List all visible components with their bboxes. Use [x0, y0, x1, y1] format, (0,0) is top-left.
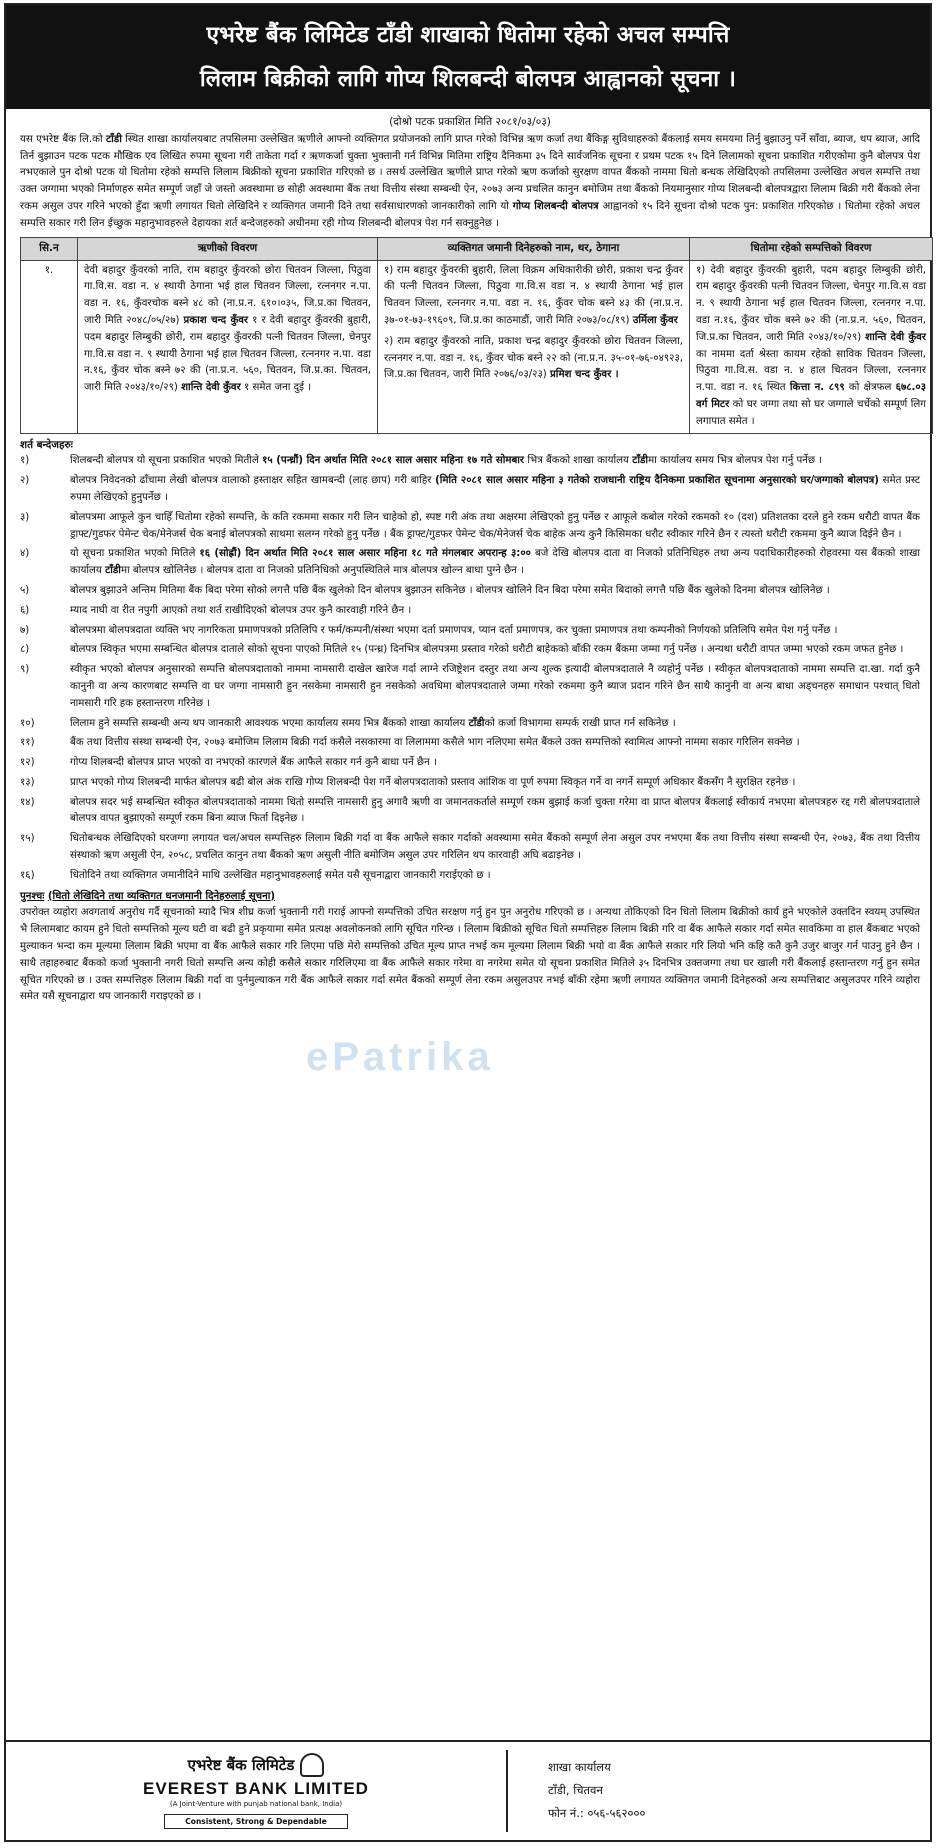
intro-text-1: यस एभरेष्ट बैंक लि.को: [20, 133, 103, 145]
notice-body: [6, 109, 930, 1006]
condition-item: [20, 473, 920, 507]
borrower-name-1: प्रकाश चन्द कुँवर: [183, 314, 249, 326]
condition-text: बोलपत्रमा बोलपत्रदाता व्यक्ति भए नागरिकता प्रमाणपत्रको प्रतिलिपि र फर्म/कम्पनी/संस्था भएमा दर्ता प्रमाणपत्र, प्यान दर्ता प्रमाणपत्र, कर चुक्ता प्रमाणपत्र तथा कम्पनीको निर्णयको प्रतिलिपि समेत पेश गर्नु पर्नेछ ।: [70, 624, 838, 636]
condition-number: १६): [20, 869, 35, 881]
bank-emblem-icon: [300, 1753, 324, 1777]
condition-number: ५): [20, 584, 30, 596]
condition-text: धितोबन्धक लेखिदिएको घरजग्गा लगायत चल/अचल सम्पत्तिहरु लिलाम बिक्री गर्दा वा बैंक आफैले सकार गर्दाको अवस्थामा समेत बैंकको सम्पूर्ण लेना असुल उपर नभएमा बैंक तथा वित्तीय संस्था सम्बन्धी ऐन, २०७३, बैंक तथा वित्तीय संस्थाको ऋण असुली ऐन, २०५८, प्रचलित कानुन तथा बैंकको ऋण असुली नीति बमोजिम असुल उपर गरिलिन थप कारवाही अघि बढाइनेछ ।: [70, 833, 920, 862]
cell-borrower: [78, 260, 378, 433]
borrower-text: देवी बहादुर कुँवरको नाति, राम बहादुर कुँवरको छोरा चितवन जिल्ला, पिठुवा गा.वि.स. वडा न. ४ स्थायी ठेगाना भई हाल चितवन जिल्ला, रत्ननगर न.पा. वडा न. १६, कुँवरचोक बस्ने ४८ को (ना.प्र.न. ६१०।०३५, जि.प्र.का चितवन, जारी मिति २०४८/०५/२७): [84, 264, 371, 326]
conditions-list: [20, 453, 920, 884]
property-owner-name: शान्ति देवी कुँवर: [865, 331, 926, 343]
borrower-text-2: १ र देवी बहादुर कुँवरकी बुहारी, पदम बहादुर लिम्बुकी छोरी, राम बहादुर कुँवरकी पत्नी चितवन जिल्ला, चेनपुर गा.वि.स वडा न. ९ स्थायी ठेगाना भई हाल चितवन जिल्ला, रत्ननगर न.पा. वडा न.१६, कुँवर चोक बस्ने ७२ की (ना.प्र.न. ५६०, चितवन, जि.प्र.का. चितवन, जारी मिति २०४३/१०/२९): [84, 314, 371, 394]
logo-top: [188, 1753, 325, 1777]
notice-footer: [6, 1740, 930, 1840]
postscript-heading: [20, 889, 920, 906]
condition-item: [20, 603, 920, 620]
property-text: १) देवी बहादुर कुँवरकी बुहारी, पदम बहादुर लिम्बुकी छोरी, राम बहादुर कुँवरकी पत्नी चितवन जिल्ला, चेनपुर गा.वि.स वडा न. ९ स्थायी ठेगाना भई हाल चितवन जिल्ला, रत्ननगर न.पा. वडा न.१६, कुँवर चोक बस्ने ७२ की (ना.प्र.न. ५६०, चितवन, जि.प्र.का चितवन, जारी मिति २०४३/१०/२९): [696, 264, 926, 343]
condition-item: [20, 623, 920, 640]
intro-paragraph: [20, 132, 920, 233]
condition-number: १४): [20, 796, 35, 808]
property-text-3: को क्षेत्रफल: [848, 382, 892, 394]
condition-text: शिलबन्दी बोलपत्र यो सूचना प्रकाशित भएको मितीले १५ (पन्ध्रौं) दिन अर्थात मिति २०८१ साल असार महिना १७ गते सोमबार भित्र बैंकको शाखा कार्यालय टाँडीमा कार्यालय समय भित्र बोलपत्र पेश गर्नु पर्नेछ ।: [70, 455, 823, 467]
condition-text: बोलपत्रमा आफूले कुन चाहिँ धितोमा रहेको सम्पत्ति, के कति रकममा सकार गरी लिन चाहेको हो, स्पष्ट गरी अंक तथा अक्षरमा लेखिएको हुनु पर्नेछ र आफूले कबोल गरेको रकमको १० (दश) प्रतिशतका दरले हुने रकम धरौटी वापत बैंक ड्राफ्ट/गुडफर पेमेन्ट चेक/मेनेजर्स चेक बनाई बोलपत्रको साथमा सलग्न गरेको हुनु पर्नेछ । बैंक ड्राफ्ट/गुडफर पेमेन्ट चेक/मेनेजर्स चेक बाहेक अन्य कुनै किसिमका धरौट स्वीकार गरिने छैन र त्यस्तो धरौटी रकममा कुनै ब्याज दिईने छैन ।: [70, 511, 920, 540]
condition-text: म्याद नाघी वा रीत नपुगी आएको तथा शर्त राखीदिएको बोलपत्र उपर कुनै कारवाही गरिने छैन ।: [70, 604, 412, 616]
cell-guarantors: [378, 260, 690, 433]
notice-header: [6, 5, 930, 109]
condition-item: [20, 735, 920, 752]
intro-branch: टाँडी: [106, 133, 122, 145]
condition-number: १०): [20, 717, 35, 729]
property-kitta: कित्ता न. ८९९: [789, 382, 845, 394]
condition-text: गोप्य शिलबन्दी बोलपत्र प्राप्त भएको वा नभएको कारणले बैंक आफैले सकार गर्न कुनै बाधा पर्ने छैन ।: [70, 757, 437, 769]
title-line-1: एभरेष्ट बैंक लिमिटेड टाँडी शाखाको धितोमा रहेको अचल सम्पत्ति: [206, 22, 730, 48]
condition-item: [20, 775, 920, 792]
guarantor-2-text: २) राम बहादुर कुँवरको नाति, प्रकाश चन्द्र बहादुर कुँवरको छोरा चितवन जिल्ला, रत्ननगर न.पा. वडा न. १६, कुँवर चोक बस्ने २२ को (ना.प्र.न. ३५-०१-७६-०४९२३, जि.प्र.का चितवन, जारी मिति २०७६/०३/२३): [384, 335, 683, 381]
guarantor-1-name: उर्मिला कुँवर: [632, 314, 678, 326]
condition-item: [20, 642, 920, 659]
details-table: [20, 237, 933, 434]
condition-text: यो सूचना प्रकाशित भएको मितिले १६ (सोह्रौं) दिन अर्थात मिति २०८१ साल असार महिना १८ गते मंगलबार अपरान्ह ३:०० बजे देखि बोलपत्र दाता वा निजको प्रतिनिधिहरु तथा अन्य पदाधिकारीहरुको रोहवरमा यस बैंकको शाखा कार्यालय टाँडीमा बोलपत्र खोलिनेछ । बोलपत्र दाता वा निजको प्रतिनिधिको अनुपस्थितिले मात्र बोलपत्र खोल्न बाधा पुग्ने छैन ।: [70, 548, 920, 577]
condition-item: [20, 662, 920, 712]
condition-item: [20, 546, 920, 580]
condition-item: [20, 453, 920, 470]
header-guarantors: व्यक्तिगत जमानी दिनेहरुको नाम, थर, ठेगाना: [378, 237, 690, 260]
cell-property: [690, 260, 933, 433]
watermark: ePatrika: [306, 1035, 494, 1079]
condition-number: १५): [20, 833, 35, 845]
property-area: ६७८.०३ वर्ग मिटर: [696, 382, 926, 410]
table-row: [21, 260, 933, 433]
logo-nepali-name: एभरेष्ट बैंक लिमिटेड: [187, 1756, 295, 1774]
postscript-text: उपरोक्त व्यहोरा अवगतार्थ अनुरोध गर्दै सूचनाको म्यादै भित्र शीघ्र कर्जा भुक्तानी गरी गराई आफ्नो सम्पत्तिको उचित सरक्षण गर्नु हुन पुन अनुरोध गरिएको छ । अन्यथा तोकिएको दिन धितो लिलाम बिक्रीको कार्य हुने भएकोले उक्तदिन स्वयम् उपस्थित भै लिलामबाट कायम हुने धितो सम्पत्तिको मूल्य घटी वा बढी हुने प्रकृयामा समेत प्रत्यक्ष अवलोकनको लागि सूचित गरिन्छ । लिलाम बिक्रीको सूचित धितो सम्पत्तिहरु लिलाम बिक्री गरि वा बैंक आफैले सकार गर्दा समेत सावकिमा वा हाल बैंकबाट भएको मुल्याकन भन्दा कम मूल्यमा लिलाम बिक्री भएमा वा बैंक आफैले सकार गरि लिएमा पछि मेरो सम्पत्तिको उचित मूल्य प्राप्त नभई कम मूल्यमा लिलाम बिक्री भयो वा बैंक आफैले सकार गरि लियो भनि कहि कतै कुनै उजुर बाजुर गर्न पाउनु हुने छैन । साथै तहाहरुबाट बैंकको कर्जा भुक्तानी नगरी धितो सम्पत्ति अन्य कोही कसैले सकार गरिलिएमा वा बैंक आफैले सकार गरेमा वा नगरेमा समेत यो सूचना प्रकाशित मितिले ३५ दिनभित्र उक्तजग्गा तथा घर खाली गरी बैंकलाई हस्तान्तरण गर्नु हुन समेत सूचित गरिएको छ । उक्त सम्पत्तिहरु लिलाम बिक्री गर्दा वा पुर्नमुल्याकन गरी बैंक आफैले सकार गर्दा समेत बैंकको सम्पूर्ण लेना रकम असुलउपर नभई बाँकी रहेमा ऋणी लगायत व्यक्तिगत जमानी दिनेहरुको अन्य सम्पत्तिबाट असुलउपर गरिने व्यहोरा समेत यसै सूचनाद्वारा थप जानकारी गराइएको छ ।: [20, 907, 920, 1003]
condition-item: [20, 510, 920, 544]
condition-text: लिलाम हुने सम्पत्ति सम्बन्धी अन्य थप जानकारी आवश्यक भएमा कार्यालय समय भित्र बैंकको शाखा कार्यालय टाँडीको कर्जा विभागमा सम्पर्क राखी प्राप्त गर्न सकिनेछ ।: [70, 717, 676, 729]
condition-item: [20, 716, 920, 733]
condition-item: [20, 583, 920, 600]
condition-text: बोलपत्र स्विकृत भएमा सम्बन्धित बोलपत्र दाताले सोको सूचना पाएको मितिले १५ (पन्ध्र) दिनभित्र बोलपत्रमा प्रस्ताव गरेको धरौटी बाहेकको बाँकी रकम बैंकमा जम्मा गर्नु पर्नेछ । अन्यथा धरौटी वापत जम्मा भएको रकम जफत हुनेछ ।: [70, 644, 904, 656]
borrower-text-3: १ समेत जना दुई ।: [243, 382, 312, 394]
intro-text-3: आह्वानको १५ दिने सूचना दोश्रो पटक पुन: प्रकाशित गरिएकोछ । धितोमा रहेको अचल सम्पत्ति सकार गरी लिन ईच्छुक महानुभावहरुले देहायका शर्त बन्देजहरुको अधीनमा रही गोप्य शिलबन्दी बोलपत्र पेश गर्न सक्नुहुनेछ ।: [20, 200, 920, 229]
guarantor-2-name: प्रमिश चन्द कुँवर ।: [550, 369, 619, 381]
logo-joint-venture: (A Joint-Venture with punjab national bank, India): [169, 1800, 343, 1808]
condition-number: ८): [20, 644, 30, 656]
condition-number: १३): [20, 776, 35, 788]
title-line-2: लिलाम बिक्रीको लागि गोप्य शिलबन्दी बोलपत्र आह्वानको सूचना ।: [199, 66, 737, 92]
branch-address: [508, 1742, 930, 1840]
intro-bold: गोप्य शिलबन्दी बोलपत्र: [512, 200, 599, 212]
condition-text: बैंक तथा वित्तीय संस्था सम्बन्धी ऐन, २०७३ बमोजिम लिलाम बिक्री गर्दा कसैले नसकारमा वा लिलाममा कसैले भाग नलिएमा समेत बैंकले उक्त सम्पत्तिको स्वामित्व आफ्नो नाममा सकार गरिलिन सक्नेछ ।: [70, 737, 800, 749]
notice-page: [4, 3, 932, 1842]
property-text-2: का नाममा दर्ता श्रेस्ता कायम रहेको साविक चितवन जिल्ला, पिठुवा गा.वि.स. वडा न. ४ हाल चितवन जिल्ला, रत्ननगर न.पा. वडा न. १६ स्थित: [696, 348, 926, 394]
bank-logo: [6, 1742, 506, 1840]
condition-number: १२): [20, 757, 35, 769]
logo-english-name: EVEREST BANK LIMITED: [143, 1779, 369, 1798]
condition-number: ७): [20, 624, 30, 636]
logo-slogan: Consistent, Strong & Dependable: [164, 1814, 347, 1829]
condition-item: [20, 755, 920, 772]
publication-date: (दोश्रो पटक प्रकाशित मिति २०८१/०३/०३): [389, 116, 551, 128]
condition-text: स्वीकृत भएको बोलपत्र अनुसारको सम्पत्ति बोलपत्रदाताको नाममा नामसारी दाखेल खारेज गर्दा लाग्ने रजिष्ट्रेशन दस्तुर तथा अन्य शुल्क इत्यादी बोलपत्रदाताले नै व्यहोर्नु पर्नेछ । स्वीकृत बोलपत्रदाताको नाममा सम्पत्ति दा.खा. गर्दा कुनै कानुनी वा अन्य कारणबाट सम्पत्ति वा घर जग्गा नामसारी हुन नसकेमा नामसारी हुन नसकेको अवधिमा बोलपत्रदाताले जम्मा गरेको रकममा कुनै ब्याज प्रदान गरिने छैन साथै कानुनी वा अन्य बाधा अड्चनहरु समाधान पश्चात् धितो नामसारी गरि हक हस्तान्तरण गरिनेछ ।: [70, 664, 920, 709]
borrower-name-2: शान्ति देवी कुँवर: [181, 382, 241, 394]
condition-number: ६): [20, 604, 30, 616]
table-header-row: [21, 237, 933, 260]
condition-item: [20, 795, 920, 829]
condition-number: २): [20, 475, 30, 487]
conditions-heading: शर्त बन्देजहरुः: [20, 438, 73, 451]
condition-text: बोलपत्र सदर भई सम्बन्धित स्वीकृत बोलपत्रदाताको नाममा धितो सम्पत्ति नामसारी हुनु अगावै ऋणी वा जमानतकर्ताले सम्पूर्ण रकम बुझाई कर्जा चुक्ता गरेमा वा प्राप्त बोलपत्र बैंकलाई स्वीकार्य नभएमा बोलपत्रहरु रद्द गरी बोलपत्रदाताले बोलपत्र वापत बुझाएको सम्पूर्ण रकम बिना ब्याज फिर्ता दिइनेछ ।: [70, 796, 920, 825]
guarantor-1-text: १) राम बहादुर कुँवरकी बुहारी, लिला विक्रम अधिकारीकी छोरी, प्रकाश चन्द्र कुँवर की पत्नी चितवन जिल्ला, पिठुवा गा.वि.स वडा न. ४ स्थायी ठेगाना भई हाल चितवन जिल्ला, रत्ननगर न.पा. वडा न. १६, कुँवर चोक बस्ने ४३ की (ना.प्र.न. ३७-०१-७३-१९६०९, जि.प्र.का काठमाडौं, जारी मिति २०७३/०८/१९): [384, 264, 683, 326]
condition-item: [20, 831, 920, 865]
condition-number: ४): [20, 548, 30, 560]
condition-number: ९): [20, 664, 30, 676]
condition-text: बोलपत्र बुझाउने अन्तिम मितिमा बैंक बिदा परेमा सोको लगत्तै पछि बैंक खुलेको दिन बोलपत्र बुझाउन सकिनेछ । बोलपत्र खोलिने दिन बिदा परेमा समेत बिदाको लगत्तै पछि बैंक खुलेको दिनमा बोलपत्र खोलिनेछ ।: [70, 584, 830, 596]
branch-office: शाखा कार्यालय: [548, 1760, 611, 1774]
intro-text-2: स्थित शाखा कार्यालयबाट तपसिलमा उल्लेखित ऋणीले आफ्नो व्यक्तिगत प्रयोजनको लागि प्राप्त गरेको विभिन्न ऋण कर्जा तथा बैंकिङ्ग सुविधाहरुको बैंकलाई समय समयमा तिर्नु बुझाउनु पर्ने साँवा, ब्याज, थप ब्याज, आदि तिर्न बुझाउन पटक पटक मौखिक एव लिखित रुपमा सूचना गरी ताकेता गर्दा र ऋणकर्जा चुक्ता भुक्तानी गर्न विभिन्न मितिमा राष्ट्रिय दैनिकमा ३५ दिने सार्वजनिक सूचना र प्रथम पटक १५ दिने लिलामको सूचना प्रकाशित गरीएकोमा कुनै बोलपत्र पेश नभएकाले पुन दोश्रो पटक यो धितोमा रहेको सम्पत्ति लिलाम बिक्रीको सूचना प्रकाशित गरिएको छ । तसर्थ उल्लेखित ऋणीले प्राप्त गरेको ऋण कर्जाको सुरक्षण वापत बैंकको नाममा धितो बन्धक लेखिदिएको तपसिलमा उल्लेखित अचल सम्पत्ति तथा उक्त जग्गामा भएको निर्माणहरु समेत सम्पूर्ण जहाँ जे जस्तो अवस्थामा छ सोही अवस्थामा बैंक तथा वित्तीय संस्था सम्बन्धी ऐन, २०७३ अन्य प्रचलित कानुन बमोजिम तथा बैंकको नियमानुसार गोप्य शिलबन्दी बोलपत्रद्वारा लिलाम बिक्री गरी बैंकको लेना रकम असुल उपर गरिने भएको हुँदा ऋणी लगायत धितो लेखिदिने र व्यक्तिगत जमानी दिने तथा सर्वसाधारणको जानकारीको लागि यो: [20, 133, 920, 212]
header-property: धितोमा रहेको सम्पत्तिको विवरण: [690, 237, 933, 260]
condition-number: ३): [20, 511, 30, 523]
condition-text: बोलपत्र निवेदनको ढाँचामा लेखी बोलपत्र वालाको हस्ताक्षर सहित खामबन्दी (लाह छाप) गरी बाहिर (मिति २०८१ साल असार महिना ३ गतेको राजधानी राष्ट्रिय दैनिकमा प्रकाशित सूचनामा अनुसारको घर/जग्गाको बोलपत्र) समेत प्रस्ट रुपमा लेखिएको हुनुपर्नेछ ।: [70, 475, 920, 503]
condition-text: प्राप्त भएको गोप्य शिलबन्दी मार्फत बोलपत्र बढी बोल अंक राखि गोप्य शिलबन्दी पेश गर्ने बोलपत्रदाताको प्रस्ताव आंशिक वा पूर्ण रुपमा स्विकृत गर्ने वा नगर्ने सम्पूर्ण अधिकार बैंकसँग नै सुरक्षित रहनेछ ।: [70, 776, 796, 788]
condition-number: १): [20, 455, 30, 467]
condition-text: धितोदिने तथा व्यक्तिगत जमानीदिने माथि उल्लेखित महानुभावहरुलाई समेत यसै सूचनाद्वारा जानकारी गराईएको छ ।: [70, 869, 491, 881]
property-text-4: को घर जग्गा तथा सो घर जग्गाले चर्चेको सम्पूर्ण लिग लगापात समेत ।: [696, 398, 926, 427]
cell-sn: १.: [21, 260, 78, 433]
header-sn: सि.न: [21, 237, 78, 260]
postscript-title: (धितो लेखिदिने तथा व्यक्तिगत धनजमानी दिनेहरुलाई सूचना): [47, 890, 276, 902]
branch-phone: फोन नं.: ०५६-५६२०००: [548, 1806, 646, 1820]
condition-item: [20, 868, 920, 885]
branch-location: टाँडी, चितवन: [548, 1783, 603, 1797]
postscript-label: पुनश्चः: [20, 890, 45, 902]
header-borrower: ऋणीको विवरण: [78, 237, 378, 260]
condition-number: ११): [20, 737, 35, 749]
